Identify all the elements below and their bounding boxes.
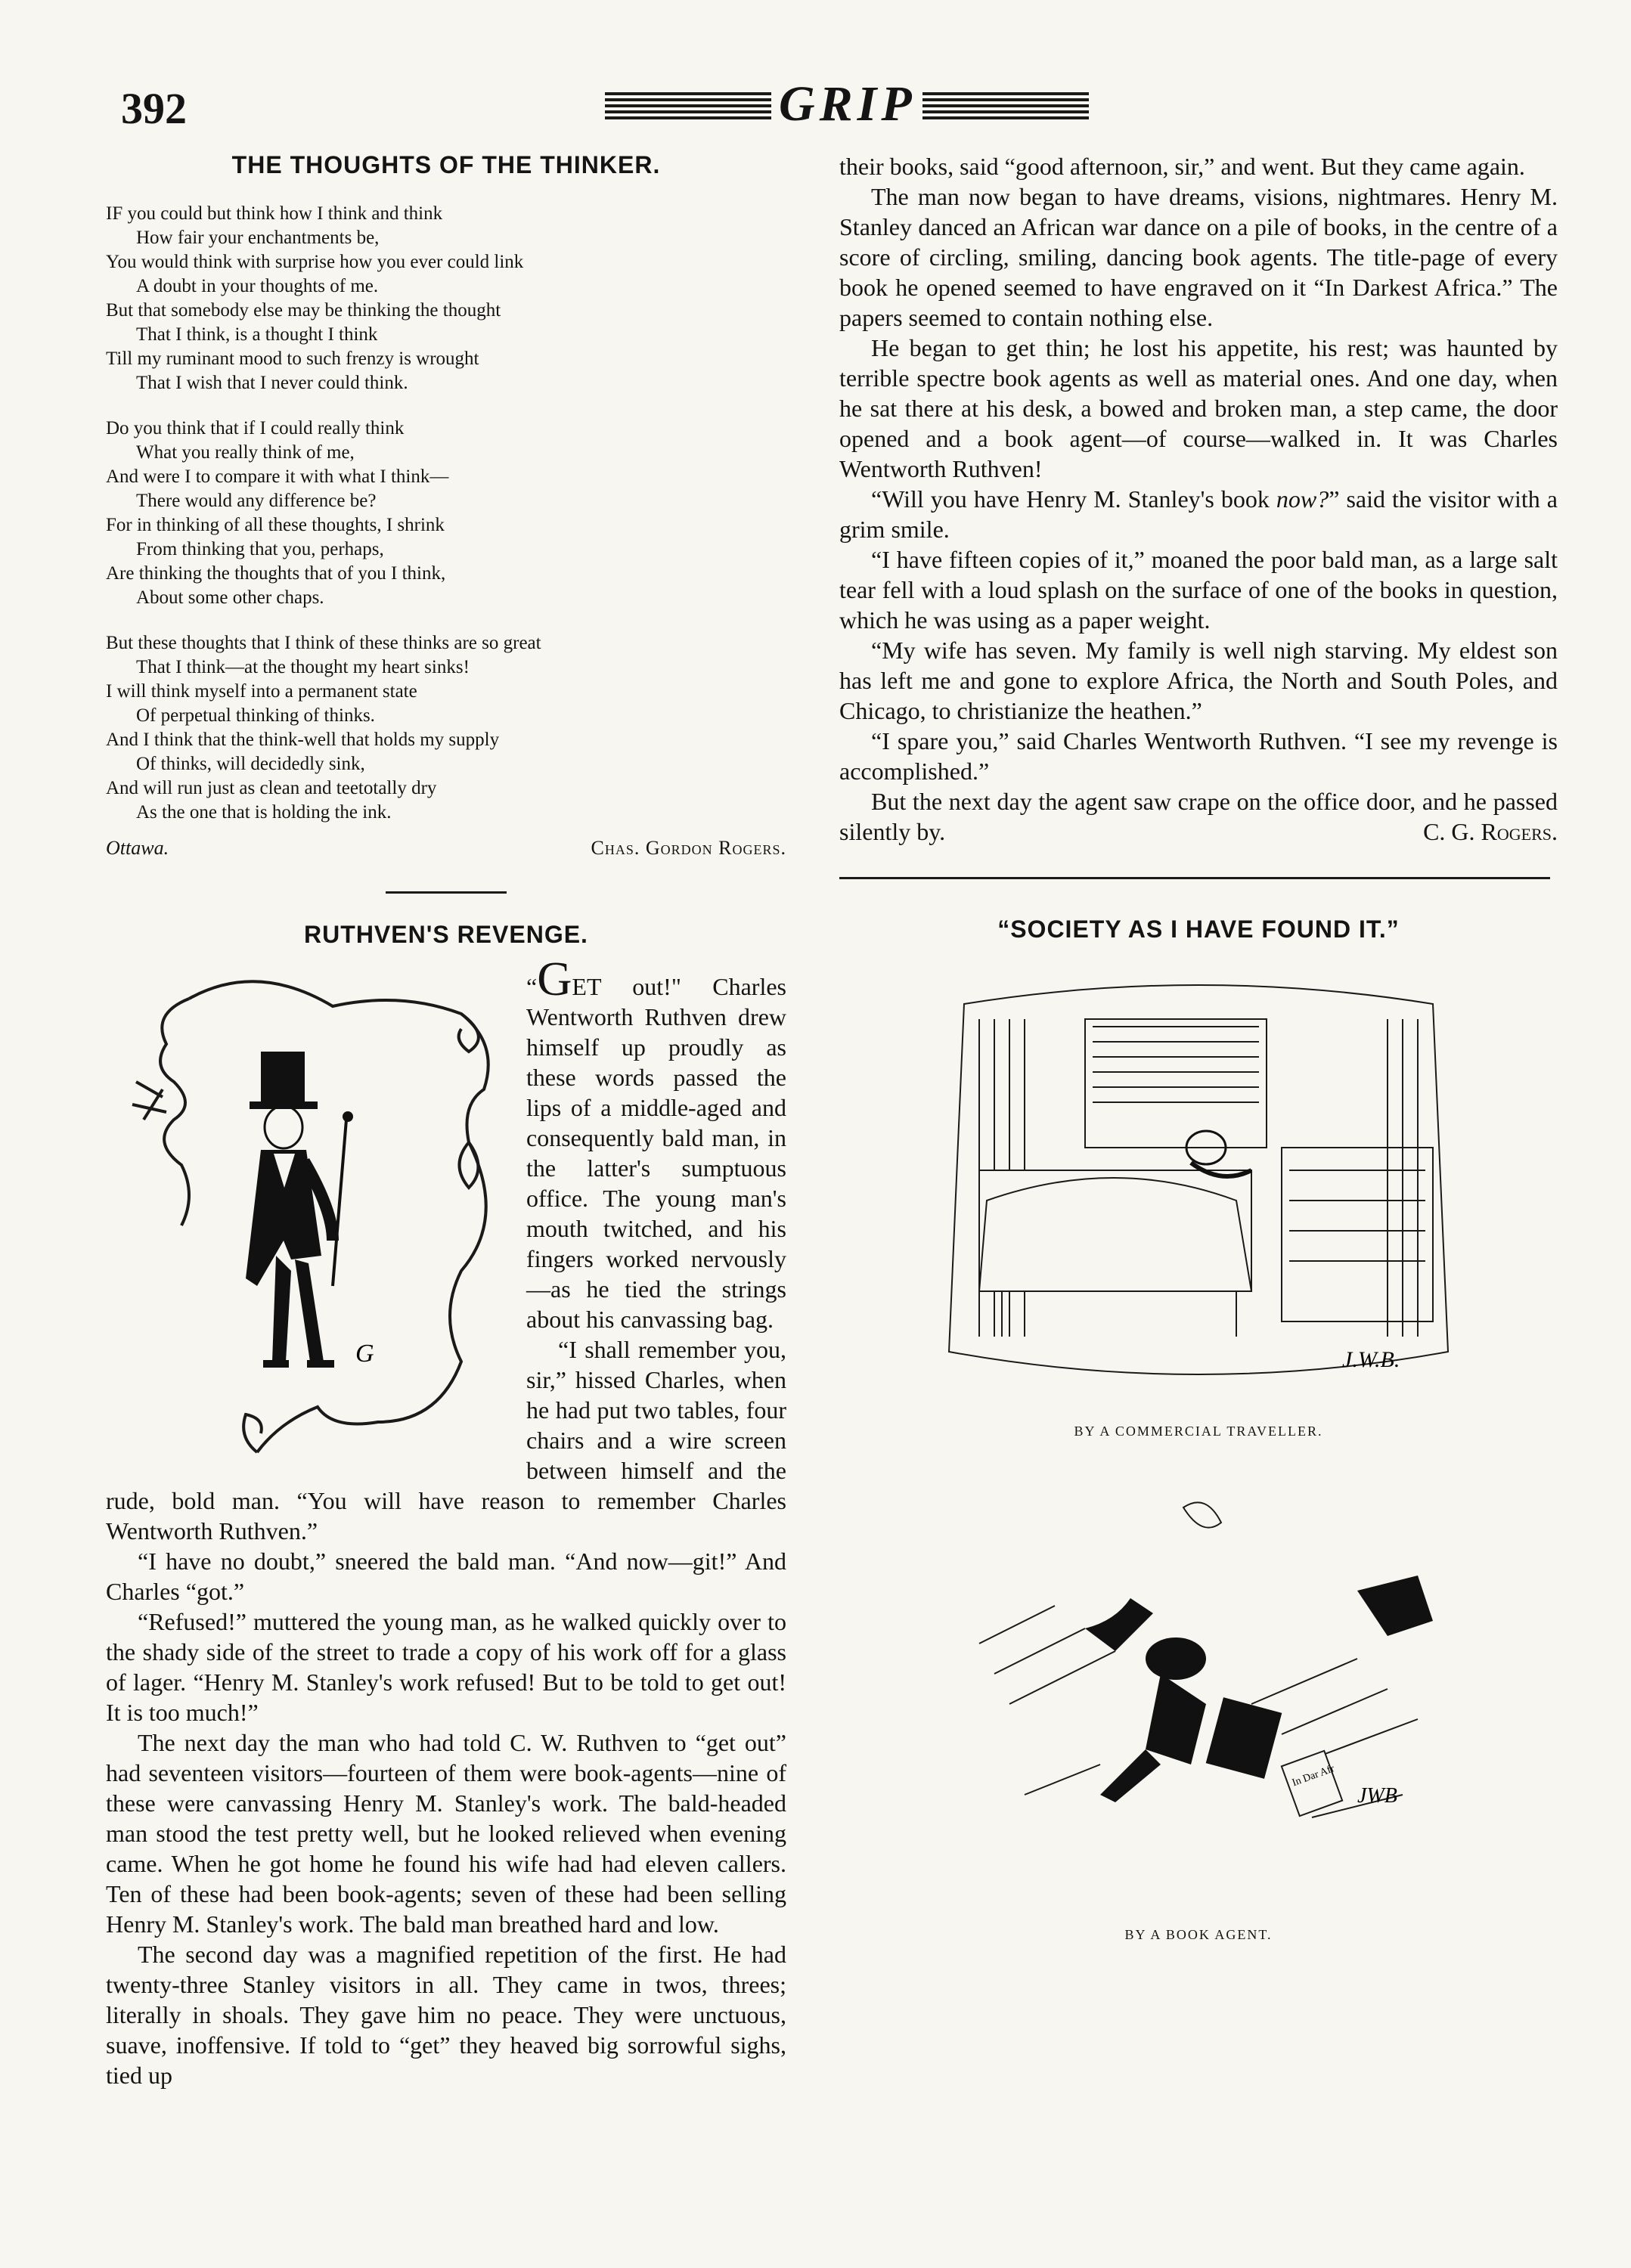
caption-commercial-traveller: BY A COMMERCIAL TRAVELLER. — [1074, 1424, 1323, 1439]
poem-line: Of thinks, will decidedly sink, — [136, 754, 365, 774]
story-paragraph: “I have fifteen copies of it,” moaned the poor bald man, as a large salt tear fell with a loud splash on the surface of one of the books in question, which he was using as a paper weight. — [839, 546, 1558, 634]
story-paragraph: “My wife has seven. My family is well nigh starving. My eldest son has left me and gone to explore Africa, the North and South Poles, and Chicago, to christianize the heathen.” — [839, 637, 1558, 724]
poem-line: That I think—at the thought my heart sinks! — [136, 657, 470, 677]
society-title: “SOCIETY AS I HAVE FOUND IT.” — [997, 916, 1400, 943]
story-paragraph: “I spare you,” said Charles Wentworth Ruthven. “I see my revenge is accomplished.” — [839, 727, 1558, 785]
poem-line: And were I to compare it with what I think— — [106, 466, 449, 487]
poem-line: And I think that the think-well that holds my supply — [106, 730, 500, 750]
poem-place: Ottawa. — [106, 837, 169, 859]
story-start — [106, 952, 786, 2090]
poem-stanza — [106, 202, 786, 395]
story-last-paragraph: But the next day the agent saw crape on the office door, and he passed silently by. C. G. Rogers. — [839, 788, 1558, 845]
story-paragraph: The man now began to have dreams, visions, nightmares. Henry M. Stanley danced an African war dance on a pile of books, in the centre of a score of circling, smiling, dancing book agents. The title-page of every book he opened seemed to have engraved on it “In Darkest Africa.” The papers seemed to contain nothing else. — [839, 183, 1558, 331]
page-header — [0, 76, 1631, 144]
story-paragraphs-right — [839, 181, 1558, 484]
poem-line: There would any difference be? — [136, 491, 377, 511]
poem-line: Do you think that if I could really think — [106, 418, 405, 438]
right-column — [839, 151, 1558, 1943]
story-signature: C. G. Rogers. — [1423, 818, 1558, 845]
poem-line: About some other chaps. — [136, 587, 324, 608]
masthead — [605, 76, 1089, 136]
story-paragraph: “I shall remember you, sir,” hissed Charles, when he had put two tables, four chairs and a wire screen between himself and the rude, bold man. “You will have reason to remember Charles Wentworth Ruthven.” — [106, 1336, 786, 1545]
poem-line: As the one that is holding the ink. — [136, 802, 392, 823]
masthead-title: GRIP — [779, 76, 916, 132]
page-number: 392 — [121, 84, 187, 133]
poem-line: Of perpetual thinking of thinks. — [136, 705, 375, 726]
caption-book-agent: BY A BOOK AGENT. — [1124, 1927, 1273, 1942]
poem-line: But these thoughts that I think of these thinks are so great — [106, 633, 541, 653]
poem-stanza — [106, 417, 786, 610]
left-column — [106, 151, 786, 2090]
poem-line: That I think, is a thought I think — [136, 324, 378, 345]
story-paragraph: The second day was a magnified repetition of the first. He had twenty-three Stanley visitors in all. They came in twos, threes; literally in shoals. They gave him no peace. They were unctuous, suave, inoffensive. If told to “get” they heaved big sorrowful sighs, tied up — [106, 1941, 786, 2089]
masthead-rule-left — [605, 92, 771, 121]
story-opening-text: ET out!" Charles Wentworth Ruthven drew himself up proudly as these words passed the lips of a middle-aged and consequently bald man, in the latter's sumptuous office. The young man's mouth twitched, and his fingers worked nervously—as he tied the strings about his canvassing bag. — [526, 973, 786, 1333]
poem-line: Are thinking the thoughts that of you I think, — [106, 563, 446, 584]
illustration-signature: G — [355, 1340, 374, 1368]
poem-line: That I wish that I never could think. — [136, 373, 408, 393]
story-body-right — [839, 151, 1558, 847]
story-paragraph: “Refused!” muttered the young man, as he walked quickly over to the shady side of the street to trade a copy of his work off for a glass of lager. “Henry M. Stanley's work refused! But to be told to get out! It is too much!” — [106, 1608, 786, 1726]
bedroom-illustration — [934, 974, 1463, 1401]
illustration-initials-2: JWB — [1357, 1784, 1397, 1808]
gentleman-illustration — [106, 968, 514, 1460]
story-stanley-paragraph: “Will you have Henry M. Stanley's book now?” said the visitor with a grim smile. — [839, 485, 1558, 543]
book-agent-illustration — [934, 1477, 1463, 1904]
book-label: In Dar Afr — [1290, 1763, 1336, 1789]
poem-line: You would think with surprise how you ever could link — [106, 252, 524, 272]
column-divider — [839, 877, 1550, 879]
poem-line: IF you could but think how I think and think — [106, 203, 443, 224]
story-continuation: their books, said “good afternoon, sir,” and went. But they came again. — [839, 153, 1525, 180]
story-opening: “GET out!" Charles Wentworth Ruthven drew himself up proudly as these words passed the lips of a middle-aged and consequently bald man, in the latter's sumptuous office. The young man's mouth twitched, and his fingers worked nervously—as he tied the strings about his canvassing bag. — [526, 952, 786, 1333]
poem-stanza — [106, 631, 786, 825]
poem-line: I will think myself into a permanent state — [106, 681, 417, 702]
poem-author: Chas. Gordon Rogers. — [591, 837, 786, 859]
poem-line: From thinking that you, perhaps, — [136, 539, 384, 559]
drop-initial: G — [537, 952, 572, 1005]
story-paragraph: He began to get thin; he lost his appetite, his rest; was haunted by terrible spectre book agents as well as material ones. And one day, when he sat there at his desk, a bowed and broken man, a step came, the door opened and a book agent—of course—walked in. It was Charles Wentworth Ruthven! — [839, 334, 1558, 482]
story-paragraph: “I have no doubt,” sneered the bald man. “And now—git!” And Charles “got.” — [106, 1548, 786, 1605]
poem-signature — [106, 837, 786, 860]
poem-title: THE THOUGHTS OF THE THINKER. — [231, 151, 661, 178]
poem-line: For in thinking of all these thoughts, I shrink — [106, 515, 445, 535]
story-paragraph: The next day the man who had told C. W. Ruthven to “get out” had seventeen visitors—fourteen of them were book-agents—nine of these were canvassing Henry M. Stanley's work. The bald-headed man stood the test pretty well, but he looked relieved when evening came. When he got home he found his wife had had eleven callers. Ten of these had been book-agents; seven of these had been selling Henry M. Stanley's work. The bald man breathed hard and low. — [106, 1729, 786, 1938]
poem — [106, 202, 786, 825]
poem-line: And will run just as clean and teetotally dry — [106, 778, 437, 798]
poem-line: What you really think of me, — [136, 442, 355, 463]
section-divider — [386, 891, 507, 894]
story-paragraphs-right-2 — [839, 544, 1558, 786]
masthead-rule-right — [922, 92, 1089, 121]
poem-line: Till my ruminant mood to such frenzy is wrought — [106, 349, 479, 369]
poem-line: How fair your enchantments be, — [136, 228, 380, 248]
poem-line: But that somebody else may be thinking the thought — [106, 300, 501, 321]
poem-line: A doubt in your thoughts of me. — [136, 276, 379, 296]
story-title: RUTHVEN'S REVENGE. — [304, 921, 588, 948]
illustration-initials-1: J.W.B. — [1342, 1347, 1400, 1372]
